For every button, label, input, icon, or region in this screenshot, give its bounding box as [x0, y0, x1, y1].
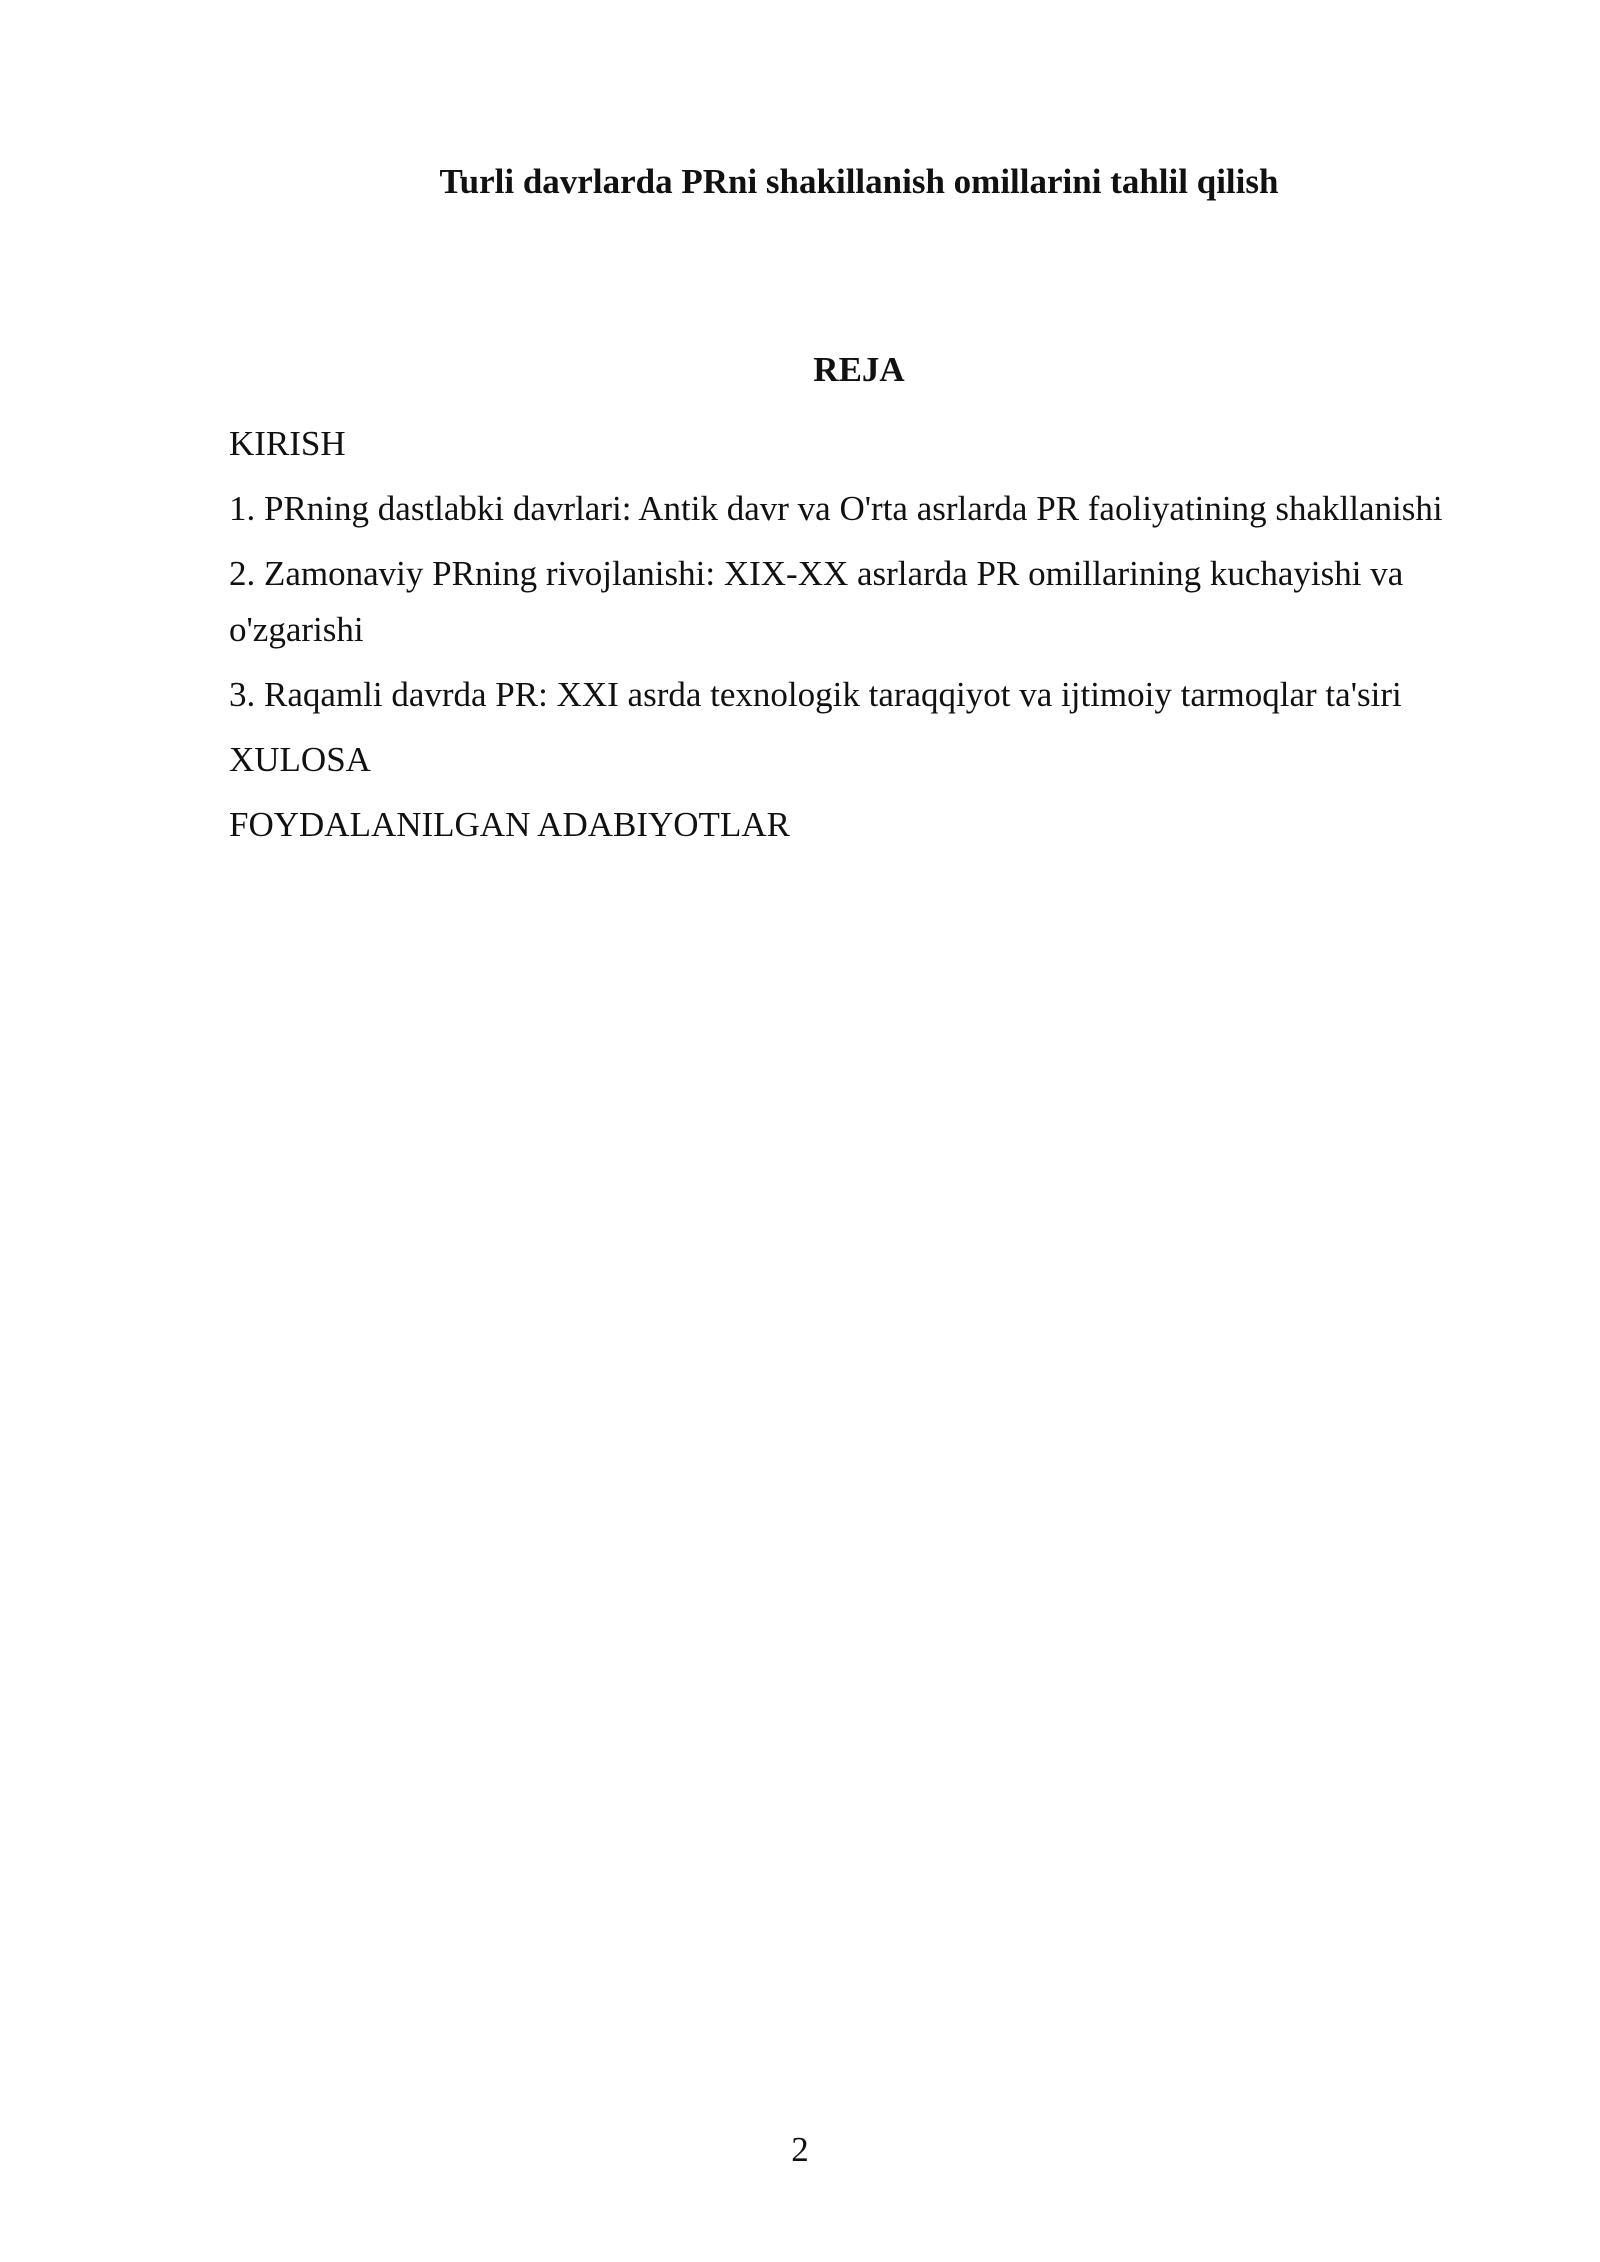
page-number: 2	[791, 2130, 809, 2169]
plan-item-2: 2. Zamonaviy PRning rivojlanishi: XIX-XX asrlarda PR omillarining kuchayishi va o'zgarishi	[229, 554, 1404, 649]
plan-item-3: 3. Raqamli davrda PR: XXI asrda texnologik taraqqiyot va ijtimoiy tarmoqlar ta'siri	[229, 675, 1402, 714]
plan-item-references: FOYDALANILGAN ADABIYOTLAR	[229, 805, 790, 844]
plan-item-introduction: KIRISH	[229, 424, 346, 463]
document-title: Turli davrlarda PRni shakillanish omillarini tahlil qilish	[439, 162, 1279, 201]
plan-heading: REJA	[813, 350, 905, 389]
plan-list	[229, 416, 1459, 862]
plan-item-1: 1. PRning dastlabki davrlari: Antik davr va O'rta asrlarda PR faoliyatining shakllanishi	[229, 489, 1443, 528]
plan-item-conclusion: XULOSA	[229, 740, 371, 779]
